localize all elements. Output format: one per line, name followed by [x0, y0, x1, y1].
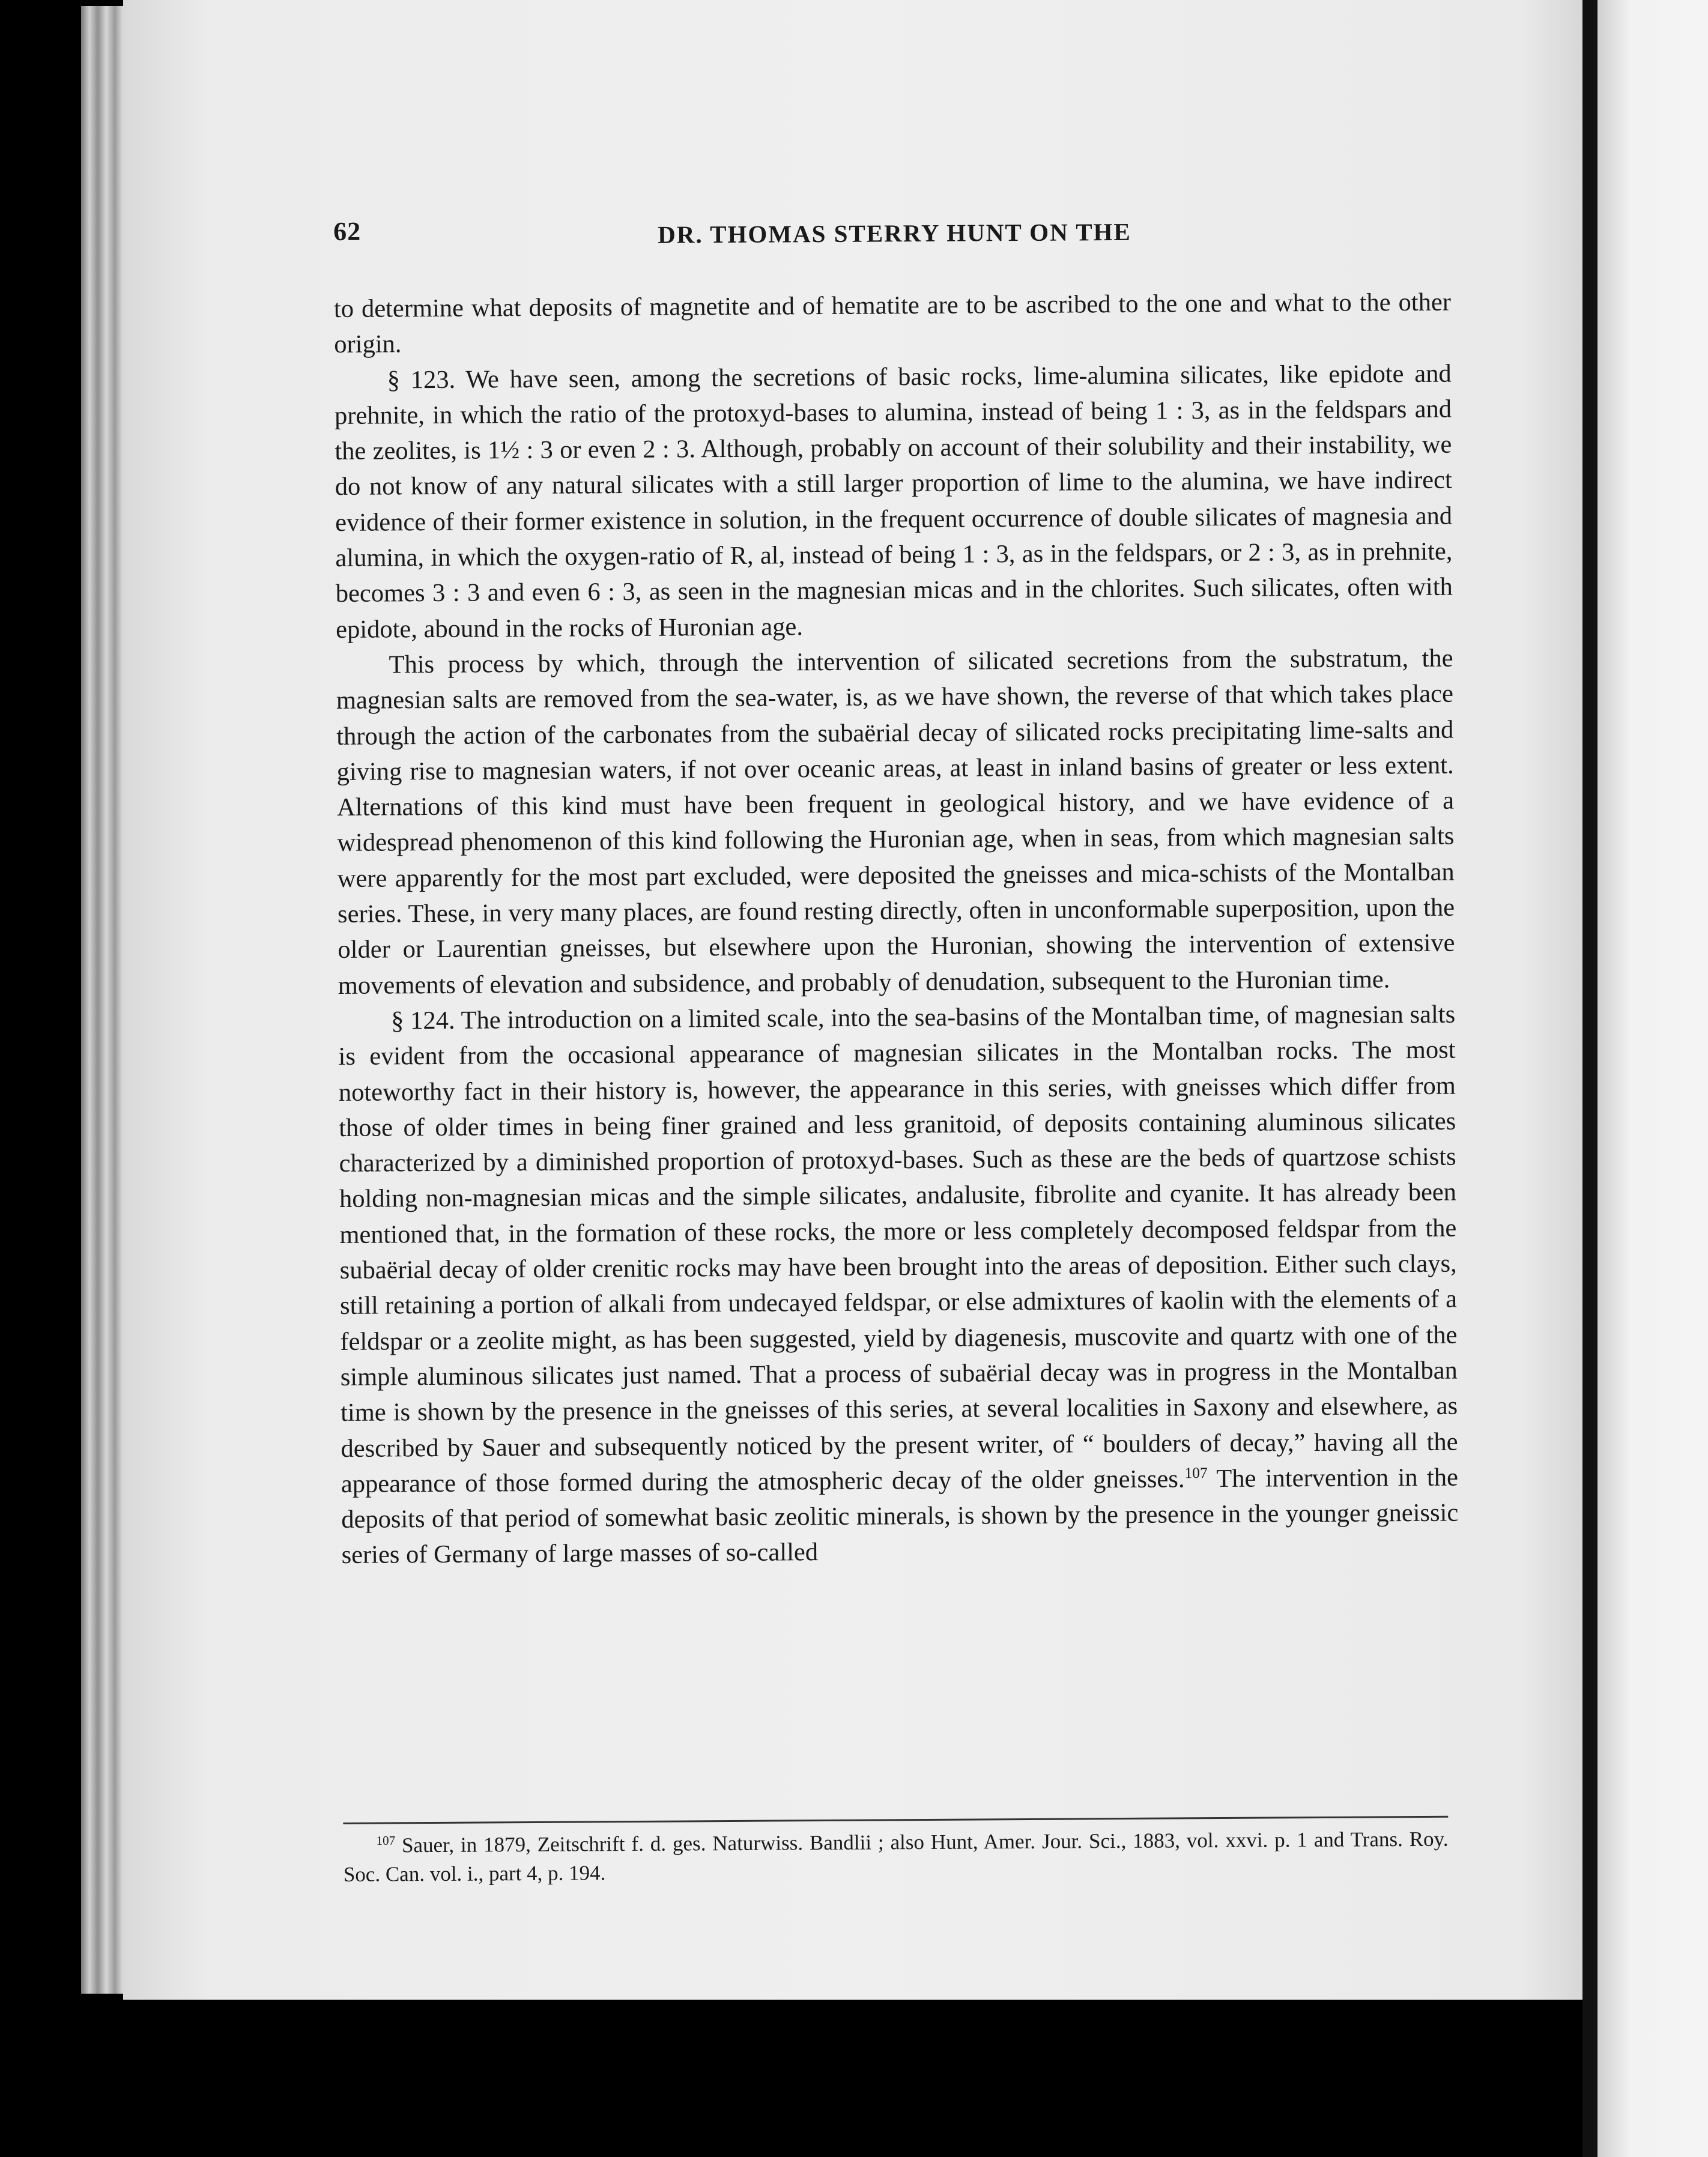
book-gutter: [1582, 0, 1597, 2157]
paragraph-3-text: § 124. The introduction on a limited scale, into the sea-basins of the Montalban time, of magnesian salts is evident from the occasional appearance of magnesian silicates in the Montalban rocks. The most noteworthy fact in their history is, however, the appearance in this series, with gneisses which differ from those of older times in being finer grained and less granitoid, of deposits containing aluminous silicates characterized by a diminished proportion of protoxyd-bases. Such as these are the beds of quartzose schists holding non-magnesian micas and the simple silicates, andalusite, fibrolite and cyanite. It has already been mentioned that, in the formation of these rocks, the more or less completely decomposed feldspar from the subaërial decay of older crenitic rocks may have been brought into the areas of deposition. Either such clays, still retaining a portion of alkali from undecayed feldspar, or else admixtures of kaolin with the elements of a feldspar or a zeolite might, as has been suggested, yield by diagenesis, muscovite and quartz with one of the simple aluminous silicates just named. That a process of subaërial decay was in progress in the Montalban time is shown by the presence in the gneisses of this series, at several localities in Saxony and elsewhere, as described by Sauer and subsequently noticed by the present writer, of “ boulders of decay,” having all the appearance of those formed during the atmospheric decay of the older gneisses.: [338, 1000, 1458, 1498]
running-head: DR. THOMAS STERRY HUNT ON THE: [658, 217, 1131, 249]
paragraph-3-text-continued: The intervention in the deposits of that period of somewhat basic zeolitic minerals, is shown by the presence in the younger gneissic series of Germany of large masses of so-called: [341, 1463, 1459, 1570]
footnote-reference[interactable]: 107: [1184, 1463, 1208, 1482]
footnote-marker: 107: [376, 1833, 396, 1848]
page-stack-edge: [81, 6, 123, 1994]
paragraph-2: This process by which, through the intervention of silicated secretions from the substratum, the magnesian salts are removed from the sea-water, is, as we have shown, the reverse of that which takes place through the action of the carbonates from the subaërial decay of silicated rocks precipitating lime-salts and giving rise to magnesian waters, if not over oceanic areas, at least in inland basins of greater or less extent. Alternations of this kind must have been frequent in geological history, and we have evidence of a widespread phenomenon of this kind following the Huronian age, when in seas, from which magnesian salts were apparently for the most part excluded, were deposited the gneisses and mica-schists of the Montalban series. These, in very many places, are found resting directly, often in unconformable superposition, upon the older or Laurentian gneisses, but elsewhere upon the Huronian, showing the intervention of extensive movements of elevation and subsidence, and probably of denudation, subsequent to the Huronian time.: [336, 644, 1455, 1000]
paragraph-0: to determine what deposits of magnetite and of hematite are to be ascribed to the one and what to the other origin.: [333, 288, 1452, 359]
facing-page-edge: [1597, 0, 1708, 2157]
body-text: [334, 285, 1459, 1573]
scan-bottom-border: [81, 2000, 1582, 2157]
page-number: 62: [333, 216, 362, 246]
footnote: [343, 1825, 1449, 1889]
paragraph-1-section-123: § 123. We have seen, among the secretions of basic rocks, lime-alumina silicates, like epidote and prehnite, in which the ratio of the protoxyd-bases to alumina, instead of being 1 : 3, as in the feldspars and the zeolites, is 1½ : 3 or even 2 : 3. Although, probably on account of their solubility and their instability, we do not know of any natural silicates with a still larger proportion of lime to the alumina, we have indirect evidence of their former existence in solution, in the frequent occurrence of double silicates of magnesia and alumina, in which the oxygen-ratio of R, al, instead of being 1 : 3, as in the feldspars, or 2 : 3, as in prehnite, becomes 3 : 3 and even 6 : 3, as seen in the magnesian micas and in the chlorites. Such silicates, often with epidote, abound in the rocks of Huronian age.: [334, 359, 1453, 644]
paragraph-3-section-124: [338, 997, 1459, 1573]
footnote-text: Sauer, in 1879, Zeitschrift f. d. ges. Naturwiss. Bandlii ; also Hunt, Amer. Jour. Sci., 1883, vol. xxvi. p. 1 and Trans. Roy. Soc. Can. vol. i., part 4, p. 194.: [343, 1827, 1449, 1886]
footnote-107: [343, 1825, 1449, 1889]
